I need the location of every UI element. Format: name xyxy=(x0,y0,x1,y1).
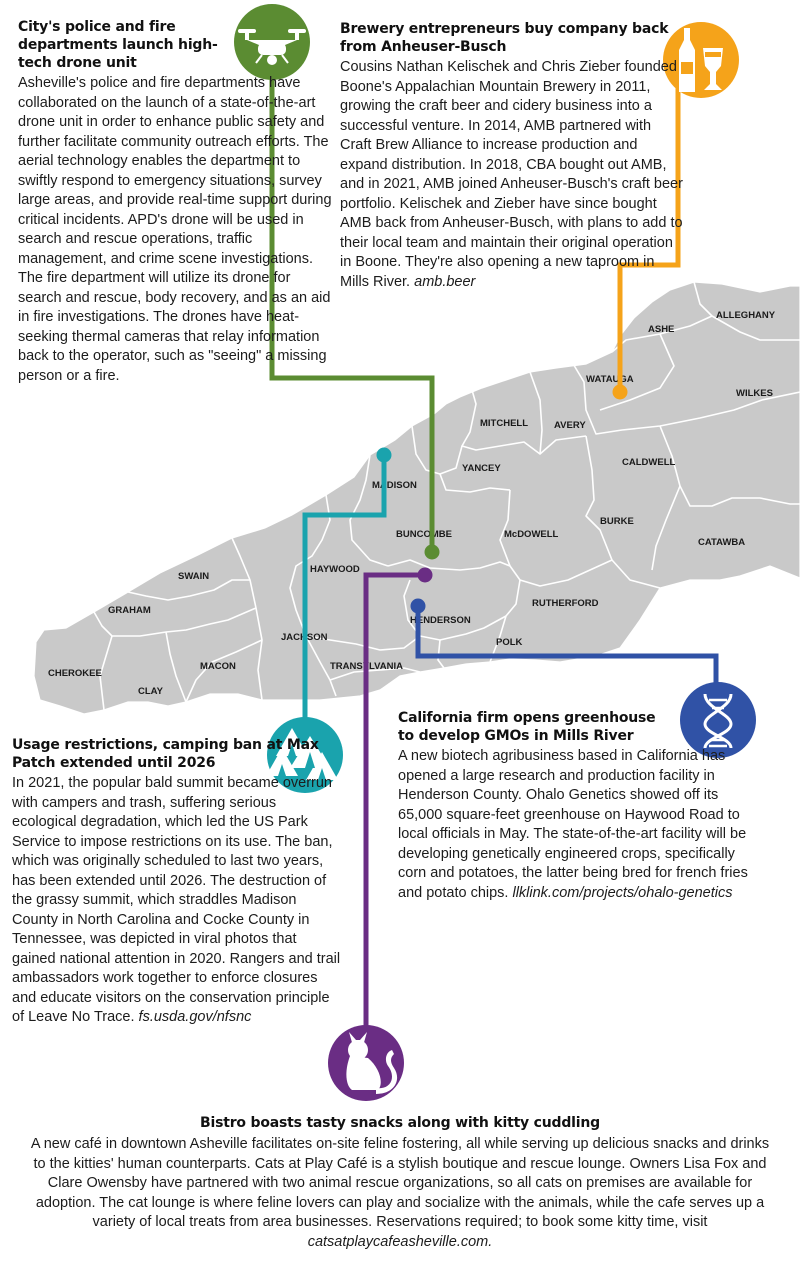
maxpatch-story xyxy=(12,736,342,1028)
buncombe-dot xyxy=(425,545,440,560)
ohalo-url[interactable]: llklink.com/projects/ohalo-genetics xyxy=(512,884,733,901)
cafe-body-paragraph xyxy=(30,1135,770,1252)
brewery-body: Cousins Nathan Kelischek and Chris Zieber founded Boone's Appalachian Mountain Brewery in 2011, growing the craft beer and cidery business into a successful venture. In 2014, AMB partnered with Craft Brew Alliance to increase production and expand distribution. In 2018, CBA bought out AMB, and in 2021, AMB joined Anheuser-Busch's craft beer portfolio. Kelischek and Zieber have since bought AMB back from Anheuser-Busch, with plans to add to their local team and maintain their original operation in Boone. They're also opening a new taproom in Mills River. xyxy=(340,59,683,290)
county-label-rutherford: RUTHERFORD xyxy=(532,598,599,609)
asheville-dot xyxy=(418,568,433,583)
brewery-story xyxy=(340,20,685,292)
county-label-wilkes: WILKES xyxy=(736,388,773,399)
maxpatch-body: In 2021, the popular bald summit became overrun with campers and trash, suffering serious ecological degradation, which led the US Park Service to impose restrictions on its use. The ban, which was originally scheduled to last two years, has been extended until 2026. The destruction of the grassy summit, which straddles Madison County in North Carolina and Cocke County in Tennessee, was depicted in viral photos that gained national attention in 2020. Rangers and trail ambassadors work together to enforce closures and educate visitors on the conservation principle of Leave No Trace. xyxy=(12,775,341,1025)
ohalo-body-paragraph xyxy=(398,747,756,903)
drone-story xyxy=(18,18,333,386)
county-label-buncombe: BUNCOMBE xyxy=(396,529,452,540)
brewery-headline: Brewery entrepreneurs buy company back from Anheuser-Busch xyxy=(340,21,669,55)
cafe-headline: Bistro boasts tasty snacks along with kitty cuddling xyxy=(200,1115,600,1131)
county-label-catawba: CATAWBA xyxy=(698,537,746,548)
county-label-jackson: JACKSON xyxy=(281,632,328,643)
county-label-haywood: HAYWOOD xyxy=(310,564,360,575)
ohalo-body: A new biotech agribusiness based in California has opened a large research and production facility in Henderson County. Ohalo Genetics showed off its 65,000 square-feet greenhouse on Haywood Road to local officials in May. The state-of-the-art facility will be developing genetically engineered crops, specifically corn and potatoes, the latter being bred for french fries and potato chips. xyxy=(398,748,748,901)
county-label-mcdowell: McDOWELL xyxy=(504,529,559,540)
county-label-alleghany: ALLEGHANY xyxy=(716,310,776,321)
county-label-clay: CLAY xyxy=(138,686,163,697)
drone-headline: City's police and fire departments launch high-tech drone unit xyxy=(18,19,218,71)
county-label-polk: POLK xyxy=(496,637,523,648)
county-label-watauga: WATAUGA xyxy=(586,374,634,385)
maxpatch-headline: Usage restrictions, camping ban at Max Patch extended until 2026 xyxy=(12,737,319,771)
county-label-henderson: HENDERSON xyxy=(410,615,471,626)
county-label-avery: AVERY xyxy=(554,420,586,431)
brewery-body-paragraph xyxy=(340,58,685,292)
county-label-swain: SWAIN xyxy=(178,571,210,582)
county-label-madison: MADISON xyxy=(372,480,417,491)
maxpatch-url[interactable]: fs.usda.gov/nfsnc xyxy=(138,1009,252,1025)
cafe-body: A new café in downtown Asheville facilitates on-site feline fostering, all while serving up delicious snacks and drinks to the kitties' human counterparts. Cats at Play Café is a stylish boutique and rescue lounge. Owners Lisa Fox and Clare Owensby have partnered with two animal rescue organizations, so all cats on premises are available for adoption. The cat lounge is where feline lovers can play and socialize with the animals, while the cafe serves up a variety of local treats from area businesses. Reservations required; to book some kitty time, visit xyxy=(30,1136,770,1230)
county-label-burke: BURKE xyxy=(600,516,634,527)
county-label-transylvania: TRANSYLVANIA xyxy=(330,661,404,672)
county-label-macon: MACON xyxy=(200,661,236,672)
brewery-url[interactable]: amb.beer xyxy=(414,273,476,290)
madison-dot xyxy=(377,448,392,463)
county-label-caldwell: CALDWELL xyxy=(622,457,676,468)
county-label-ashe: ASHE xyxy=(648,324,675,335)
cafe-url[interactable]: catsatplaycafeasheville.com. xyxy=(307,1233,493,1250)
drone-body: Asheville's police and fire departments have collaborated on the launch of a state-of-the-art drone unit in order to enhance public safety and further facilitate community outreach efforts. The aerial technology enables the department to swiftly respond to emergency situations, survey large areas, and provide real-time support during critical incidents. APD's drone will be used in search and rescue operations, traffic management, and crime scene investigations. The fire department will utilize its drone for search and rescue, body recovery, and as an aid in fire investigations. The drones have heat-seeking thermal cameras that relay information back to the operator, such as "seeing" a missing person or a fire. xyxy=(18,75,332,384)
ohalo-headline: California firm opens greenhouse to develop GMOs in Mills River xyxy=(398,710,656,744)
watauga-dot xyxy=(613,385,628,400)
county-label-mitchell: MITCHELL xyxy=(480,418,529,429)
county-label-yancey: YANCEY xyxy=(462,463,501,474)
henderson-dot xyxy=(411,599,426,614)
county-label-cherokee: CHEROKEE xyxy=(48,668,102,679)
cafe-story xyxy=(30,1114,770,1252)
ohalo-story xyxy=(398,709,756,903)
county-label-graham: GRAHAM xyxy=(108,605,151,616)
cat-icon xyxy=(328,1025,404,1101)
maxpatch-body-paragraph xyxy=(12,774,342,1028)
